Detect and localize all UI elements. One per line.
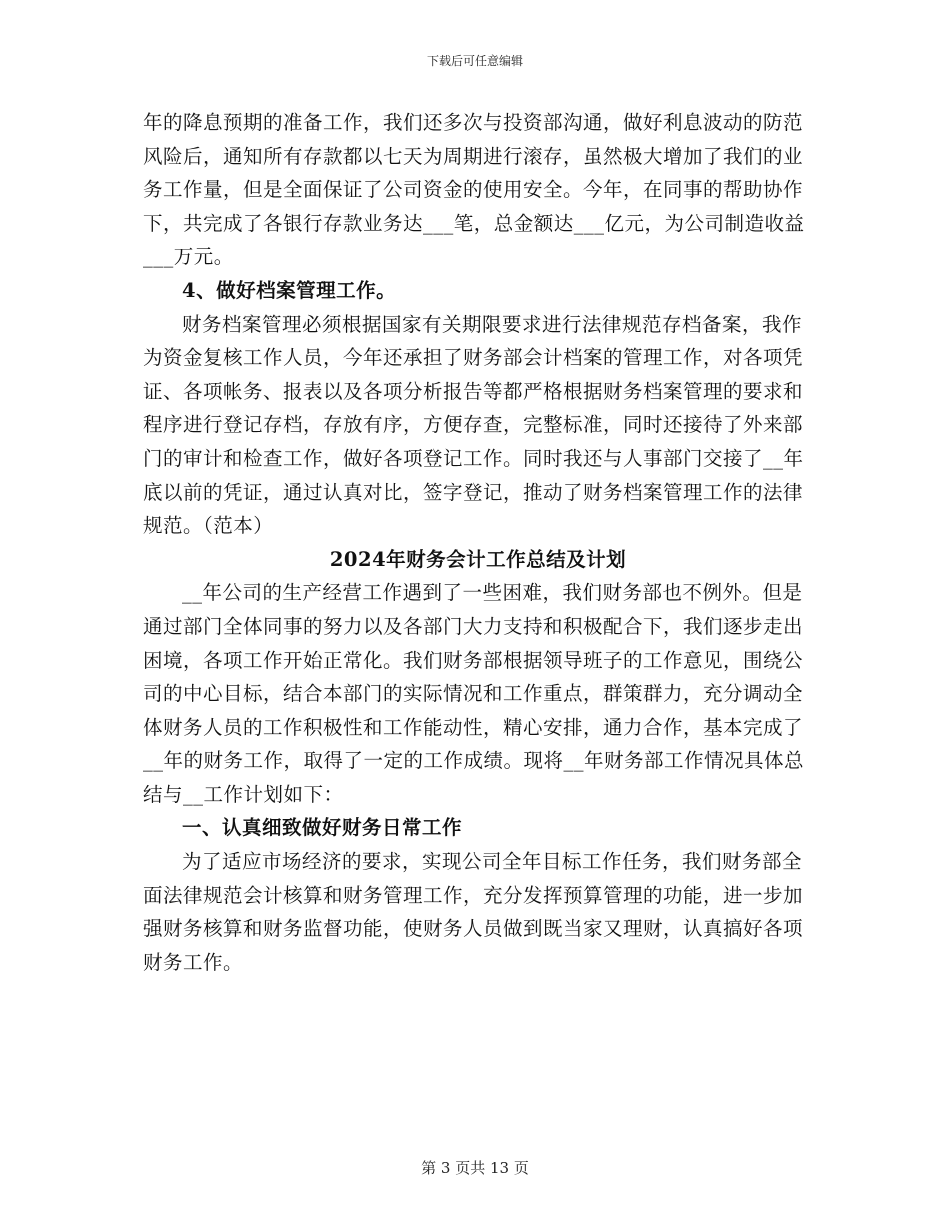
- document-body: [143, 106, 813, 979]
- paragraph-daily-work: 为了适应市场经济的要求，实现公司全年目标工作任务，我们财务部全面法律规范会计核算和财务管理工作，充分发挥预算管理的功能，进一步加强财务核算和财务监督功能，使财务人员做到既当家又理财，认真搞好各项财务工作。: [143, 850, 804, 974]
- paragraph-archive: 财务档案管理必须根据国家有关期限要求进行法律规范存档备案，我作为资金复核工作人员，今年还承担了财务部会计档案的管理工作，对各项凭证、各项帐务、报表以及各项分析报告等都严格根据财务档案管理的要求和程序进行登记存档，存放有序，方便存查，完整标准，同时还接待了外来部门的审计和检查工作，做好各项登记工作。同时我还与人事部门交接了__年底以前的凭证，通过认真对比，签字登记，推动了财务档案管理工作的法律规范。（范本）: [143, 312, 804, 538]
- page-number: 第 3 页共 13 页: [421, 1159, 529, 1177]
- paragraph-intro: __年公司的生产经营工作遇到了一些困难，我们财务部也不例外。但是通过部门全体同事的努力以及各部门大力支持和积极配合下，我们逐步走出困境，各项工作开始正常化。我们财务部根据领导班子的工作意见，围绕公司的中心目标，结合本部门的实际情况和工作重点，群策群力，充分调动全体财务人员的工作积极性和工作能动性，精心安排，通力合作，基本完成了__年的财务工作，取得了一定的工作成绩。现将__年财务部工作情况具体总结与__工作计划如下：: [143, 581, 805, 806]
- section-heading-daily-work: 一、认真细致做好财务日常工作: [182, 816, 463, 840]
- section-heading-archive: 4、做好档案管理工作。: [182, 278, 397, 302]
- paragraph-continued: 年的降息预期的准备工作，我们还多次与投资部沟通，做好利息波动的防范风险后，通知所有存款都以七天为周期进行滚存，虽然极大增加了我们的业务工作量，但是全面保证了公司资金的使用安全。今年，在同事的帮助协作下，共完成了各银行存款业务达___笔，总金额达___亿元，为公司制造收益___万元。: [143, 111, 805, 269]
- page-header: 下载后可任意编辑: [426, 54, 523, 68]
- document-title: 2024年财务会计工作总结及计划: [329, 547, 627, 571]
